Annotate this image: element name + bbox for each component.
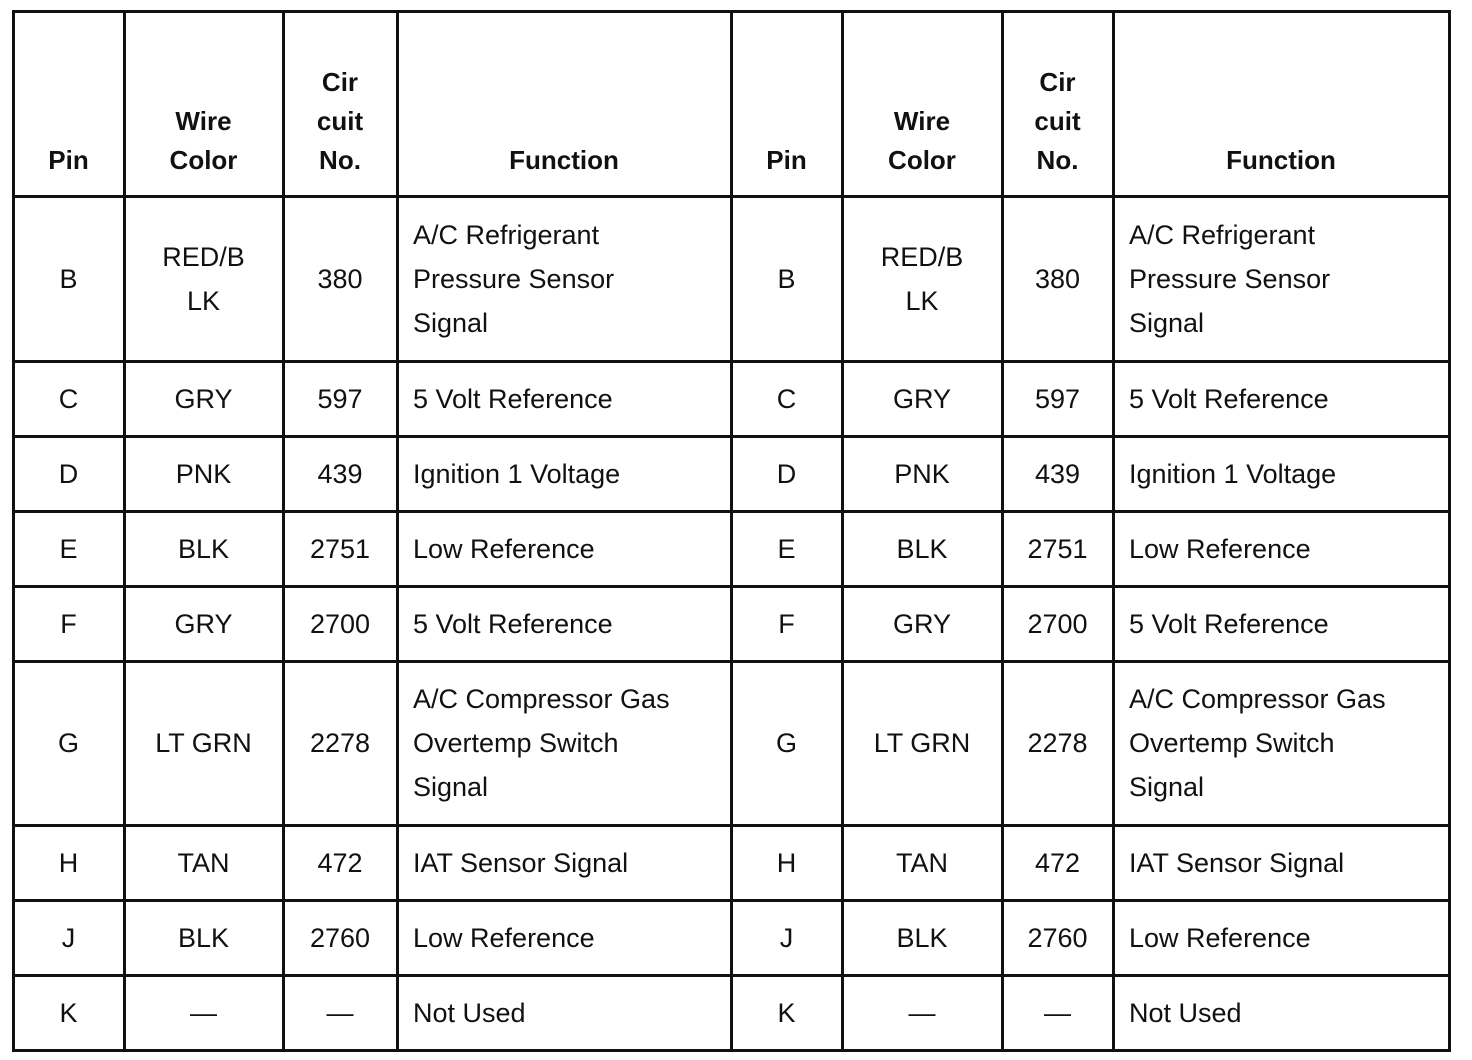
- right-cell-wire-3: [842, 511, 1002, 586]
- table-vline: [282, 10, 285, 1052]
- right-cell-circuit-8: [1002, 975, 1113, 1050]
- right-cell-circuit-7-text: 2760: [1027, 922, 1088, 953]
- left-cell-pin-0: [13, 196, 124, 361]
- table-vline: [123, 10, 126, 1052]
- right-cell-pin-8-text: K: [777, 997, 796, 1028]
- header-circuit-no-left: [283, 11, 397, 196]
- left-cell-pin-4-text: F: [60, 608, 77, 639]
- header-function-left-text: Function: [509, 145, 619, 175]
- right-cell-circuit-2: [1002, 436, 1113, 511]
- right-cell-circuit-0-text: 380: [1034, 263, 1081, 294]
- right-cell-function-1: [1113, 361, 1449, 436]
- left-cell-circuit-7-text: 2760: [309, 922, 371, 953]
- right-cell-wire-8: [842, 975, 1002, 1050]
- right-cell-function-1-text: 5 Volt Reference: [1129, 383, 1329, 414]
- right-cell-pin-3-text: E: [777, 533, 796, 564]
- table-hline: [12, 899, 1451, 902]
- header-circuit-no-right-text: Cir cuit No.: [1034, 67, 1081, 175]
- left-cell-circuit-6: [283, 825, 397, 900]
- left-cell-function-3-text: Low Reference: [413, 533, 595, 564]
- left-cell-pin-3-text: E: [59, 533, 78, 564]
- right-cell-circuit-8-text: —: [1044, 997, 1071, 1028]
- header-function-right-text: Function: [1226, 145, 1336, 175]
- table-hline: [12, 10, 1451, 13]
- left-cell-wire-5-text: LT GRN: [155, 728, 252, 758]
- left-cell-pin-3: [13, 511, 124, 586]
- table-hline: [12, 195, 1451, 198]
- left-cell-pin-6-text: H: [58, 847, 79, 878]
- right-cell-function-5-text: A/C Compressor Gas Overtemp Switch Signal: [1129, 684, 1386, 802]
- header-pin-right: [731, 11, 842, 196]
- right-cell-wire-6: [842, 825, 1002, 900]
- right-cell-circuit-4-text: 2700: [1027, 608, 1088, 639]
- table-hline: [12, 974, 1451, 977]
- right-cell-pin-6-text: H: [776, 847, 797, 878]
- right-cell-circuit-2-text: 439: [1034, 458, 1081, 489]
- right-cell-function-8: [1113, 975, 1449, 1050]
- right-cell-pin-3: [731, 511, 842, 586]
- left-cell-pin-1: [13, 361, 124, 436]
- left-cell-function-0: [397, 196, 731, 361]
- right-cell-pin-5: [731, 661, 842, 825]
- left-cell-wire-1: [124, 361, 283, 436]
- right-cell-function-2-text: Ignition 1 Voltage: [1129, 458, 1337, 489]
- left-cell-circuit-2: [283, 436, 397, 511]
- left-cell-wire-1-text: GRY: [174, 383, 233, 414]
- table-hline: [12, 660, 1451, 663]
- left-cell-function-3: [397, 511, 731, 586]
- left-cell-circuit-5: [283, 661, 397, 825]
- table-vline: [1448, 10, 1451, 1052]
- table-hline: [12, 585, 1451, 588]
- table-vline: [841, 10, 844, 1052]
- table-hline: [12, 435, 1451, 438]
- right-cell-wire-7: [842, 900, 1002, 975]
- left-cell-function-8: [397, 975, 731, 1050]
- header-pin-left: [13, 11, 124, 196]
- right-cell-wire-5: [842, 661, 1002, 825]
- left-cell-wire-6: [124, 825, 283, 900]
- left-cell-function-8-text: Not Used: [413, 997, 526, 1028]
- right-cell-pin-6: [731, 825, 842, 900]
- right-cell-wire-3-text: BLK: [896, 533, 948, 564]
- right-cell-circuit-1-text: 597: [1034, 383, 1081, 414]
- left-cell-wire-0: [124, 196, 283, 361]
- right-cell-wire-0: [842, 196, 1002, 361]
- table-hline: [12, 1049, 1451, 1052]
- header-function-left: [397, 11, 731, 196]
- right-cell-pin-2: [731, 436, 842, 511]
- right-cell-function-0: [1113, 196, 1449, 361]
- left-cell-pin-7: [13, 900, 124, 975]
- right-cell-circuit-3: [1002, 511, 1113, 586]
- right-cell-function-0-text: A/C Refrigerant Pressure Sensor Signal: [1129, 219, 1331, 338]
- right-cell-circuit-6: [1002, 825, 1113, 900]
- right-cell-circuit-0: [1002, 196, 1113, 361]
- left-cell-circuit-1-text: 597: [317, 383, 363, 414]
- left-cell-function-5-text: A/C Compressor Gas Overtemp Switch Signal: [413, 684, 670, 802]
- right-cell-circuit-6-text: 472: [1034, 847, 1081, 878]
- table-vline: [730, 10, 733, 1052]
- left-cell-circuit-0: [283, 196, 397, 361]
- left-cell-wire-5: [124, 661, 283, 825]
- left-cell-pin-5: [13, 661, 124, 825]
- right-cell-wire-2-text: PNK: [894, 458, 950, 489]
- right-cell-pin-7-text: J: [779, 922, 794, 953]
- left-cell-function-2: [397, 436, 731, 511]
- left-cell-function-0-text: A/C Refrigerant Pressure Sensor Signal: [413, 219, 615, 338]
- left-cell-circuit-0-text: 380: [317, 263, 363, 294]
- header-circuit-no-left-text: Cir cuit No.: [316, 67, 364, 175]
- right-cell-wire-2: [842, 436, 1002, 511]
- table-hline: [12, 824, 1451, 827]
- left-cell-pin-1-text: C: [58, 383, 79, 414]
- left-cell-circuit-3: [283, 511, 397, 586]
- table-vline: [396, 10, 399, 1052]
- left-cell-pin-4: [13, 586, 124, 661]
- header-circuit-no-right: [1002, 11, 1113, 196]
- left-cell-pin-2-text: D: [58, 458, 79, 489]
- right-cell-circuit-5: [1002, 661, 1113, 825]
- right-cell-pin-7: [731, 900, 842, 975]
- left-cell-wire-7: [124, 900, 283, 975]
- left-cell-wire-4-text: GRY: [174, 608, 233, 639]
- right-cell-circuit-3-text: 2751: [1027, 533, 1088, 564]
- right-cell-wire-5-text: LT GRN: [873, 728, 971, 758]
- right-cell-wire-1-text: GRY: [892, 383, 952, 414]
- left-cell-wire-2-text: PNK: [175, 458, 232, 489]
- left-cell-wire-3: [124, 511, 283, 586]
- right-cell-function-5: [1113, 661, 1449, 825]
- right-cell-function-8-text: Not Used: [1129, 997, 1242, 1028]
- table-hline: [12, 360, 1451, 363]
- left-cell-function-1: [397, 361, 731, 436]
- table-hline: [12, 510, 1451, 513]
- header-wire-color-left-text: Wire Color: [169, 106, 238, 175]
- left-cell-wire-3-text: BLK: [177, 533, 230, 564]
- header-wire-color-right: [842, 11, 1002, 196]
- left-cell-function-6: [397, 825, 731, 900]
- left-cell-circuit-5-text: 2278: [309, 728, 371, 758]
- header-function-right: [1113, 11, 1449, 196]
- right-cell-circuit-7: [1002, 900, 1113, 975]
- right-cell-pin-0: [731, 196, 842, 361]
- left-cell-wire-6-text: TAN: [177, 847, 230, 878]
- left-cell-circuit-2-text: 439: [317, 458, 363, 489]
- right-cell-circuit-1: [1002, 361, 1113, 436]
- header-pin-right-text: Pin: [766, 145, 807, 175]
- table-vline: [12, 10, 15, 1052]
- left-cell-circuit-3-text: 2751: [309, 533, 371, 564]
- table-vline: [1112, 10, 1115, 1052]
- header-wire-color-right-text: Wire Color: [888, 106, 956, 175]
- right-cell-wire-4-text: GRY: [892, 608, 952, 639]
- left-cell-pin-5-text: G: [57, 728, 79, 758]
- left-cell-wire-4: [124, 586, 283, 661]
- left-cell-pin-7-text: J: [61, 922, 76, 953]
- header-wire-color-left: [124, 11, 283, 196]
- left-cell-function-7-text: Low Reference: [413, 922, 595, 953]
- left-cell-pin-0-text: B: [59, 263, 78, 294]
- left-cell-function-5: [397, 661, 731, 825]
- right-cell-pin-1: [731, 361, 842, 436]
- left-cell-circuit-4: [283, 586, 397, 661]
- left-cell-pin-6: [13, 825, 124, 900]
- right-cell-pin-0-text: B: [777, 263, 796, 294]
- right-cell-pin-4-text: F: [778, 608, 795, 639]
- left-cell-wire-0-text: RED/B LK: [162, 241, 245, 316]
- right-cell-function-7: [1113, 900, 1449, 975]
- right-cell-function-4-text: 5 Volt Reference: [1129, 608, 1329, 639]
- right-cell-wire-6-text: TAN: [896, 847, 948, 878]
- left-cell-circuit-8-text: —: [326, 997, 354, 1028]
- left-cell-pin-8: [13, 975, 124, 1050]
- right-cell-function-3-text: Low Reference: [1129, 533, 1311, 564]
- right-cell-function-4: [1113, 586, 1449, 661]
- left-cell-wire-7-text: BLK: [177, 922, 230, 953]
- right-cell-circuit-4: [1002, 586, 1113, 661]
- left-cell-circuit-1: [283, 361, 397, 436]
- right-cell-wire-1: [842, 361, 1002, 436]
- left-cell-circuit-6-text: 472: [317, 847, 363, 878]
- left-cell-circuit-4-text: 2700: [309, 608, 371, 639]
- right-cell-circuit-5-text: 2278: [1027, 728, 1088, 758]
- left-cell-circuit-8: [283, 975, 397, 1050]
- left-cell-pin-2: [13, 436, 124, 511]
- table-vline: [1001, 10, 1004, 1052]
- left-cell-function-1-text: 5 Volt Reference: [413, 383, 613, 414]
- left-cell-function-4-text: 5 Volt Reference: [413, 608, 613, 639]
- header-pin-left-text: Pin: [48, 145, 89, 175]
- right-cell-function-6-text: IAT Sensor Signal: [1129, 847, 1345, 878]
- left-cell-function-4: [397, 586, 731, 661]
- right-cell-pin-4: [731, 586, 842, 661]
- left-cell-wire-8-text: —: [190, 997, 217, 1028]
- left-cell-function-6-text: IAT Sensor Signal: [413, 847, 629, 878]
- right-cell-function-7-text: Low Reference: [1129, 922, 1311, 953]
- right-cell-pin-2-text: D: [776, 458, 797, 489]
- left-cell-wire-2: [124, 436, 283, 511]
- right-cell-wire-0-text: RED/B LK: [880, 241, 964, 316]
- left-cell-function-2-text: Ignition 1 Voltage: [413, 458, 621, 489]
- right-cell-function-2: [1113, 436, 1449, 511]
- right-cell-function-6: [1113, 825, 1449, 900]
- right-cell-pin-5-text: G: [775, 728, 797, 758]
- right-cell-function-3: [1113, 511, 1449, 586]
- right-cell-wire-8-text: —: [908, 997, 936, 1028]
- right-cell-wire-4: [842, 586, 1002, 661]
- right-cell-pin-8: [731, 975, 842, 1050]
- left-cell-pin-8-text: K: [59, 997, 78, 1028]
- left-cell-circuit-7: [283, 900, 397, 975]
- left-cell-wire-8: [124, 975, 283, 1050]
- right-cell-wire-7-text: BLK: [896, 922, 948, 953]
- right-cell-pin-1-text: C: [776, 383, 797, 414]
- left-cell-function-7: [397, 900, 731, 975]
